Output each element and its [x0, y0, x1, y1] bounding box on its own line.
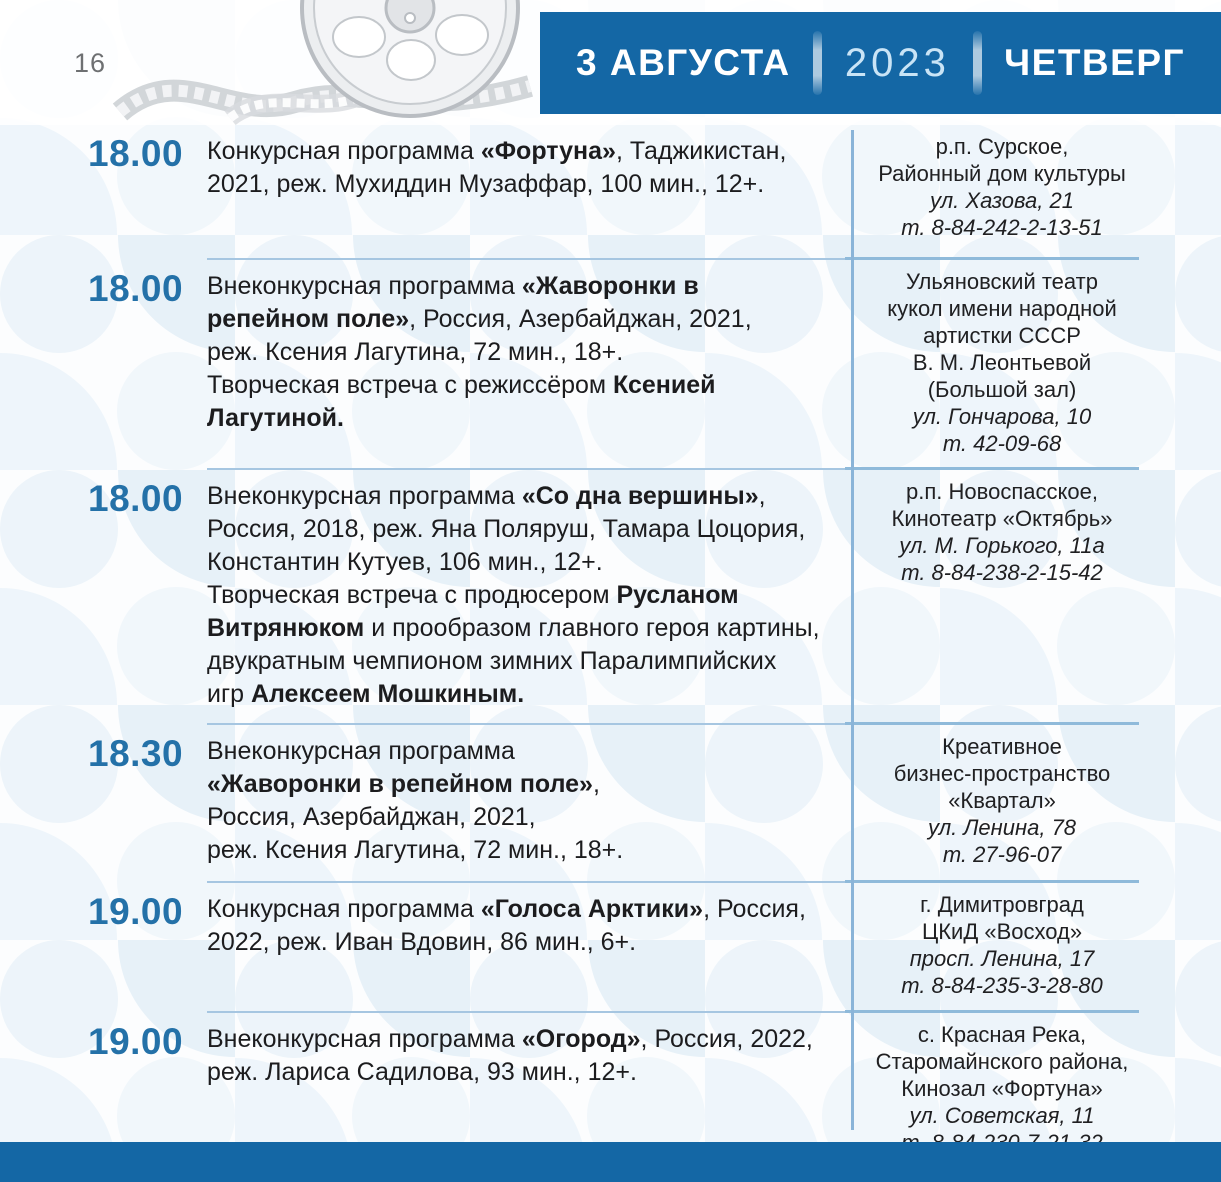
program-text: Россия, Азербайджан, 2021, — [207, 803, 536, 831]
venue-line: с. Красная Река, — [917, 1022, 1087, 1047]
program-text: , Россия, — [703, 895, 806, 923]
time-label: 18.00 — [88, 133, 184, 174]
venue-line: (Большой зал) — [927, 377, 1077, 402]
venue-line: Кинотеатр «Октябрь» — [891, 506, 1113, 531]
time-label: 19.00 — [88, 1021, 184, 1062]
film-title-text: «Жаворонки в — [521, 272, 699, 300]
venue-line: ул. Гончарова, 10 — [912, 404, 1092, 429]
program-text: Внеконкурсная программа — [207, 482, 522, 510]
venue-cell — [845, 725, 1139, 883]
venue-line: р.п. Сурское, — [935, 134, 1069, 159]
time-label: 18.00 — [88, 268, 184, 309]
venue-line: г. Димитровград — [920, 892, 1084, 917]
film-title-text: «Со дна вершины» — [521, 482, 759, 510]
venue-line: ул. М. Горького, 11а — [899, 533, 1105, 558]
time-label: 19.00 — [88, 891, 184, 932]
program-text: Конкурсная программа — [207, 895, 481, 923]
venue-cell — [845, 883, 1139, 1013]
program-text: 2021, реж. Мухиддин Музаффар, 100 мин., 12+. — [207, 170, 765, 198]
program-text: Внеконкурсная программа — [207, 272, 522, 300]
venue-line: «Квартал» — [948, 788, 1056, 813]
venue-line: бизнес-пространство — [893, 761, 1111, 786]
program-description — [207, 470, 845, 725]
venue-cell — [845, 260, 1139, 470]
program-description — [207, 883, 845, 1013]
program-text: Внеконкурсная программа — [207, 1025, 522, 1053]
schedule-table — [88, 125, 1139, 1170]
program-text: и прообразом главного героя картины, — [364, 614, 820, 642]
program-text: игр — [207, 680, 251, 708]
film-title-text: «Фортуна» — [480, 137, 616, 165]
program-text: , Россия, 2022, — [640, 1025, 813, 1053]
program-description — [207, 260, 845, 470]
schedule-row — [88, 470, 1139, 725]
program-text: , — [758, 482, 766, 510]
program-text: Творческая встреча с режиссёром — [207, 371, 614, 399]
film-title-text: «Голоса Арктики» — [480, 895, 704, 923]
program-text: 2022, реж. Иван Вдовин, 86 мин., 6+. — [207, 928, 637, 956]
venue-line: т. 8-84-242-2-13-51 — [901, 215, 1103, 240]
program-text: реж. Ксения Лагутина, 72 мин., 18+. — [207, 338, 624, 366]
program-text: , Россия, Азербайджан, 2021, — [409, 305, 752, 333]
venue-line: В. М. Леонтьевой — [912, 350, 1092, 375]
film-title-text: Ксенией Лагутиной. — [207, 371, 716, 432]
venue-line: Старомайнского района, — [875, 1049, 1129, 1074]
program-description — [207, 125, 845, 260]
venue-line: ул. Хазова, 21 — [930, 188, 1074, 213]
venue-line: т. 27-96-07 — [942, 842, 1062, 867]
venue-line: Кинозал «Фортуна» — [901, 1076, 1103, 1101]
program-text: реж. Ксения Лагутина, 72 мин., 18+. — [207, 836, 624, 864]
venue-cell — [845, 125, 1139, 260]
film-title-text: «Огород» — [521, 1025, 641, 1053]
venue-line: Ульяновский театр — [906, 269, 1098, 294]
film-title-text: Русланом — [616, 581, 739, 609]
schedule-row — [88, 260, 1139, 470]
venue-line: Креативное — [942, 734, 1062, 759]
film-title-text: «Жаворонки в репейном поле» — [207, 770, 593, 798]
footer-bar — [0, 1142, 1221, 1182]
schedule-row — [88, 125, 1139, 260]
program-description — [207, 725, 845, 883]
time-label: 18.00 — [88, 478, 184, 519]
program-text: , — [592, 770, 600, 798]
schedule-row — [88, 725, 1139, 883]
date-banner — [540, 12, 1221, 114]
program-text: Творческая встреча с продюсером — [207, 581, 617, 609]
program-text: Россия, 2018, реж. Яна Поляруш, Тамара Цоцория, — [207, 515, 806, 543]
venue-line: Районный дом культуры — [878, 161, 1126, 186]
venue-cell — [845, 470, 1139, 725]
program-text: Конкурсная программа — [207, 137, 481, 165]
venue-line: т. 8-84-238-2-15-42 — [901, 560, 1103, 585]
column-divider — [851, 130, 854, 1130]
venue-line: просп. Ленина, 17 — [909, 946, 1095, 971]
banner-year: 2023 — [844, 40, 950, 85]
venue-line: артистки СССР — [923, 323, 1081, 348]
banner-divider — [813, 31, 822, 95]
venue-line: т. 42-09-68 — [942, 431, 1062, 456]
film-title-text: Алексеем Мошкиным. — [250, 680, 525, 708]
time-label: 18.30 — [88, 733, 184, 774]
film-reel-icon — [110, 0, 540, 125]
program-text: двукратным чемпионом зимних Паралимпийских — [207, 647, 777, 675]
schedule-row — [88, 883, 1139, 1013]
film-title-text: Витрянюком — [207, 614, 365, 642]
program-text: реж. Лариса Садилова, 93 мин., 12+. — [207, 1058, 637, 1086]
venue-line: ул. Ленина, 78 — [927, 815, 1077, 840]
venue-line: р.п. Новоспасское, — [906, 479, 1098, 504]
banner-divider — [973, 31, 982, 95]
banner-date: 3 АВГУСТА — [576, 42, 791, 83]
page-number: 16 — [74, 48, 107, 78]
venue-line: ЦКиД «Восход» — [921, 919, 1083, 944]
venue-line: т. 8-84-235-3-28-80 — [901, 973, 1103, 998]
banner-weekday: ЧЕТВЕРГ — [1004, 42, 1185, 83]
program-text: Внеконкурсная программа — [207, 737, 515, 765]
venue-line: кукол имени народной — [887, 296, 1117, 321]
program-text: , Таджикистан, — [615, 137, 787, 165]
program-text: Константин Кутуев, 106 мин., 12+. — [207, 548, 603, 576]
film-title-text: репейном поле» — [207, 305, 410, 333]
venue-line: ул. Советская, 11 — [909, 1103, 1095, 1128]
